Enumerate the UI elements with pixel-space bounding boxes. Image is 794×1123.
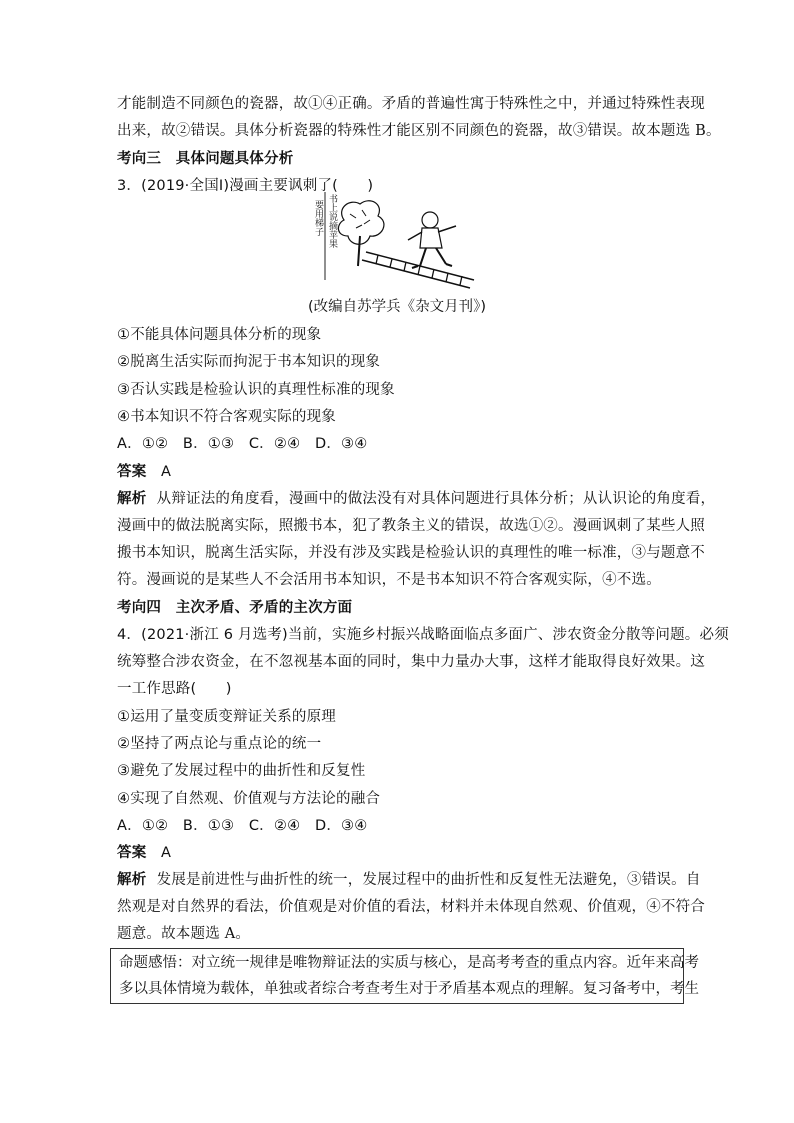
q3-choices: A．①② B．①③ C．②④ D．③④ [117,436,368,452]
note-line-1 [119,953,699,973]
insight-note-box [110,948,699,1004]
note-label: 命题感悟： [119,955,192,971]
analysis-label: 解析 [117,491,147,507]
question-3-stem: 3．(2019·全国Ⅰ)漫画主要讽刺了( ) [117,178,374,194]
q4-option-4: ④实现了自然观、价值观与方法论的融合 [117,791,381,807]
answer-value: A [161,845,172,861]
q3-analysis-line-3: 搬书本知识，脱离生活实际，并没有涉及实践是检验认识的真理性的唯一标准，③与题意不 [117,545,705,561]
cartoon-sign-text-2: 书上说摘苹果 [327,194,337,248]
q3-option-4: ④书本知识不符合客观实际的现象 [117,409,336,425]
q3-analysis-line-1 [117,489,715,509]
q3-answer [117,462,171,482]
section-4-title: 考向四 主次矛盾、矛盾的主次方面 [117,599,353,616]
q4-analysis-line-3: 题意。故本题选 A。 [117,926,251,942]
q4-analysis-line-1 [117,870,701,890]
section-3-title: 考向三 具体问题具体分析 [117,150,294,167]
analysis-text: 发展是前进性与曲折性的统一，发展过程中的曲折性和反复性无法避免，③错误。自 [156,872,701,888]
q3-analysis-line-4: 符。漫画说的是某些人不会活用书本知识，不是书本知识不符合客观实际，④不选。 [117,572,661,588]
note-line-2: 多以具体情境为载体，单独或者综合考查考生对于矛盾基本观点的理解。复习备考中，考生 [119,981,699,997]
q4-option-1: ①运用了量变质变辩证关系的原理 [117,709,336,725]
q4-answer [117,843,171,863]
intro-line-1: 才能制造不同颜色的瓷器，故①④正确。矛盾的普遍性寓于特殊性之中，并通过特殊性表现 [117,96,705,112]
intro-line-2: 出来，故②错误。具体分析瓷器的特殊性才能区别不同颜色的瓷器，故③错误。故本题选 B。 [117,123,721,139]
question-4-stem-3: 一工作思路( ) [117,681,232,697]
q3-option-3: ③否认实践是检验认识的真理性标准的现象 [117,382,395,398]
q4-option-3: ③避免了发展过程中的曲折性和反复性 [117,763,366,779]
cartoon-sign-text: 要用梯子 [313,200,323,236]
cartoon-illustration [300,190,480,290]
cartoon-caption: (改编自苏学兵《杂文月刊》) [307,299,487,315]
q4-option-2: ②坚持了两点论与重点论的统一 [117,736,322,752]
q4-analysis-line-2: 然观是对自然界的看法，价值观是对价值的看法，材料并未体现自然观、价值观，④不符合 [117,899,705,915]
q4-choices: A．①② B．①③ C．②④ D．③④ [117,818,368,834]
analysis-label: 解析 [117,872,147,888]
answer-label: 答案 [117,845,147,861]
q3-option-1: ①不能具体问题具体分析的现象 [117,327,322,343]
analysis-text: 从辩证法的角度看，漫画中的做法没有对具体问题进行具体分析；从认识论的角度看， [156,491,716,507]
q3-option-2: ②脱离生活实际而拘泥于书本知识的现象 [117,354,381,370]
note-text-1: 对立统一规律是唯物辩证法的实质与核心，是高考考查的重点内容。近年来高考 [191,955,699,971]
q3-analysis-line-2: 漫画中的做法脱离实际，照搬书本，犯了教条主义的错误，故选①②。漫画讽刺了某些人照 [117,518,705,534]
question-4-stem-1: 4．(2021·浙江 6 月选考)当前，实施乡村振兴战略面临点多面广、涉农资金分散等问题。必须 [117,627,729,643]
answer-value: A [161,464,172,480]
question-4-stem-2: 统筹整合涉农资金，在不忽视基本面的同时，集中力量办大事，这样才能取得良好效果。这 [117,654,705,670]
answer-label: 答案 [117,464,147,480]
